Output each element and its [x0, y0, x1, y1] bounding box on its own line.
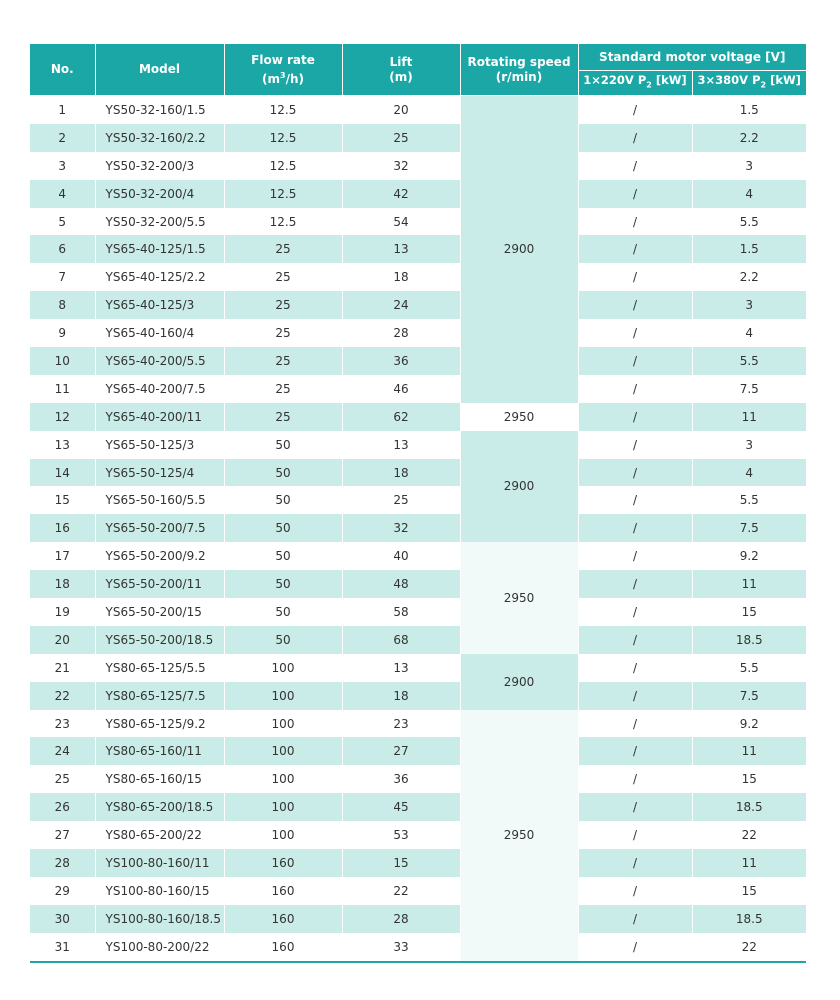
cell-380v-power: 5.5: [692, 208, 806, 236]
cell-lift: 48: [342, 570, 460, 598]
cell-lift: 25: [342, 486, 460, 514]
table-row: [30, 375, 806, 403]
header-flow-rate-label: Flow rate: [251, 52, 315, 67]
cell-flow-rate: 100: [224, 654, 342, 682]
table-row: [30, 514, 806, 542]
header-lift-unit: (m): [389, 69, 413, 84]
cell-flow-rate: 12.5: [224, 180, 342, 208]
cell-no: 7: [30, 263, 95, 291]
table-row: [30, 849, 806, 877]
cell-220v-power: /: [578, 626, 692, 654]
cell-flow-rate: 160: [224, 905, 342, 933]
cell-flow-rate: 100: [224, 793, 342, 821]
cell-model: YS50-32-200/5.5: [95, 208, 224, 236]
cell-380v-power: 4: [692, 459, 806, 487]
cell-rotating-speed: 2900: [460, 96, 578, 403]
table-row: [30, 208, 806, 236]
cell-lift: 13: [342, 235, 460, 263]
cell-flow-rate: 25: [224, 403, 342, 431]
cell-model: YS50-32-200/4: [95, 180, 224, 208]
cell-220v-power: /: [578, 180, 692, 208]
cell-220v-power: /: [578, 263, 692, 291]
cell-model: YS65-40-160/4: [95, 319, 224, 347]
cell-220v-power: /: [578, 403, 692, 431]
cell-no: 29: [30, 877, 95, 905]
cell-lift: 22: [342, 877, 460, 905]
cell-220v-power: /: [578, 849, 692, 877]
cell-220v-power: /: [578, 347, 692, 375]
table-row: [30, 235, 806, 263]
cell-220v-power: /: [578, 598, 692, 626]
cell-lift: 25: [342, 124, 460, 152]
cell-flow-rate: 25: [224, 375, 342, 403]
cell-flow-rate: 100: [224, 821, 342, 849]
cell-flow-rate: 12.5: [224, 152, 342, 180]
cell-220v-power: /: [578, 682, 692, 710]
table-row: [30, 570, 806, 598]
cell-380v-power: 15: [692, 877, 806, 905]
cell-220v-power: /: [578, 821, 692, 849]
cell-rotating-speed: 2950: [460, 710, 578, 962]
cell-model: YS100-80-160/18.5: [95, 905, 224, 933]
cell-model: YS65-50-200/11: [95, 570, 224, 598]
cell-model: YS65-50-125/4: [95, 459, 224, 487]
table-row: [30, 626, 806, 654]
cell-model: YS65-40-125/2.2: [95, 263, 224, 291]
cell-model: YS50-32-160/1.5: [95, 96, 224, 124]
cell-flow-rate: 100: [224, 710, 342, 738]
table-row: [30, 710, 806, 738]
cell-model: YS65-50-200/7.5: [95, 514, 224, 542]
cell-no: 16: [30, 514, 95, 542]
cell-flow-rate: 50: [224, 459, 342, 487]
cell-flow-rate: 50: [224, 431, 342, 459]
cell-model: YS65-40-125/1.5: [95, 235, 224, 263]
table-row: [30, 263, 806, 291]
table-row: [30, 905, 806, 933]
cell-no: 11: [30, 375, 95, 403]
cell-no: 19: [30, 598, 95, 626]
pump-spec-table: [30, 44, 806, 963]
cell-model: YS65-50-125/3: [95, 431, 224, 459]
cell-220v-power: /: [578, 291, 692, 319]
header-model: Model: [95, 44, 224, 96]
cell-380v-power: 11: [692, 403, 806, 431]
table-row: [30, 96, 806, 124]
cell-flow-rate: 50: [224, 542, 342, 570]
cell-220v-power: /: [578, 933, 692, 962]
cell-220v-power: /: [578, 765, 692, 793]
cell-380v-power: 1.5: [692, 235, 806, 263]
cell-no: 24: [30, 737, 95, 765]
table-row: [30, 459, 806, 487]
cell-lift: 33: [342, 933, 460, 962]
cell-lift: 36: [342, 347, 460, 375]
header-rotating-speed: [460, 44, 578, 96]
cell-220v-power: /: [578, 431, 692, 459]
cell-220v-power: /: [578, 514, 692, 542]
cell-220v-power: /: [578, 208, 692, 236]
header-speed-label: Rotating speed: [467, 54, 571, 69]
cell-380v-power: 4: [692, 180, 806, 208]
header-lift: [342, 44, 460, 96]
cell-model: YS65-50-200/15: [95, 598, 224, 626]
cell-380v-power: 7.5: [692, 514, 806, 542]
header-lift-label: Lift: [389, 54, 413, 69]
cell-no: 4: [30, 180, 95, 208]
cell-220v-power: /: [578, 235, 692, 263]
cell-no: 5: [30, 208, 95, 236]
cell-no: 13: [30, 431, 95, 459]
cell-model: YS65-40-200/7.5: [95, 375, 224, 403]
cell-220v-power: /: [578, 905, 692, 933]
cell-no: 9: [30, 319, 95, 347]
cell-model: YS65-50-200/9.2: [95, 542, 224, 570]
cell-flow-rate: 12.5: [224, 124, 342, 152]
cell-flow-rate: 12.5: [224, 208, 342, 236]
cell-lift: 68: [342, 626, 460, 654]
table-row: [30, 486, 806, 514]
cell-380v-power: 5.5: [692, 486, 806, 514]
header-flow-unit: $(m^3/h)$: [262, 70, 304, 86]
cell-lift: 28: [342, 905, 460, 933]
cell-flow-rate: 25: [224, 347, 342, 375]
cell-model: YS80-65-200/18.5: [95, 793, 224, 821]
cell-220v-power: /: [578, 877, 692, 905]
cell-model: YS65-40-200/11: [95, 403, 224, 431]
cell-lift: 15: [342, 849, 460, 877]
cell-no: 17: [30, 542, 95, 570]
cell-flow-rate: 50: [224, 486, 342, 514]
cell-380v-power: 15: [692, 765, 806, 793]
cell-rotating-speed: 2950: [460, 542, 578, 654]
cell-rotating-speed: 2900: [460, 431, 578, 543]
table-row: [30, 598, 806, 626]
cell-lift: 32: [342, 514, 460, 542]
cell-flow-rate: 50: [224, 626, 342, 654]
cell-flow-rate: 160: [224, 933, 342, 962]
cell-380v-power: 18.5: [692, 793, 806, 821]
cell-380v-power: 9.2: [692, 542, 806, 570]
cell-380v-power: 15: [692, 598, 806, 626]
cell-lift: 28: [342, 319, 460, 347]
cell-rotating-speed: 2900: [460, 654, 578, 710]
cell-lift: 58: [342, 598, 460, 626]
cell-no: 23: [30, 710, 95, 738]
cell-220v-power: /: [578, 96, 692, 124]
cell-no: 27: [30, 821, 95, 849]
header-speed-unit: (r/min): [495, 69, 543, 84]
cell-380v-power: 9.2: [692, 710, 806, 738]
header-220v-power: 1×220V $P_2$ [kW]: [578, 71, 692, 96]
cell-flow-rate: 160: [224, 849, 342, 877]
cell-flow-rate: 160: [224, 877, 342, 905]
cell-model: YS80-65-125/5.5: [95, 654, 224, 682]
cell-380v-power: 11: [692, 737, 806, 765]
cell-lift: 40: [342, 542, 460, 570]
cell-no: 28: [30, 849, 95, 877]
cell-lift: 32: [342, 152, 460, 180]
cell-model: YS80-65-200/22: [95, 821, 224, 849]
cell-no: 20: [30, 626, 95, 654]
cell-380v-power: 11: [692, 849, 806, 877]
cell-lift: 23: [342, 710, 460, 738]
cell-no: 8: [30, 291, 95, 319]
header-380v-power: 3×380V $P_2$ [kW]: [692, 71, 806, 96]
cell-380v-power: 22: [692, 933, 806, 962]
table-row: [30, 124, 806, 152]
header-voltage-group: Standard motor voltage [V]: [578, 44, 806, 71]
cell-model: YS65-50-160/5.5: [95, 486, 224, 514]
cell-lift: 18: [342, 263, 460, 291]
cell-lift: 24: [342, 291, 460, 319]
cell-flow-rate: 25: [224, 291, 342, 319]
cell-lift: 27: [342, 737, 460, 765]
cell-model: YS80-65-160/15: [95, 765, 224, 793]
cell-380v-power: 11: [692, 570, 806, 598]
cell-flow-rate: 12.5: [224, 96, 342, 124]
cell-model: YS65-40-200/5.5: [95, 347, 224, 375]
cell-380v-power: 3: [692, 291, 806, 319]
cell-rotating-speed: 2950: [460, 403, 578, 431]
cell-220v-power: /: [578, 710, 692, 738]
cell-lift: 36: [342, 765, 460, 793]
table-row: [30, 654, 806, 682]
cell-220v-power: /: [578, 737, 692, 765]
table-row: [30, 765, 806, 793]
cell-model: YS100-80-160/11: [95, 849, 224, 877]
cell-no: 3: [30, 152, 95, 180]
table-row: [30, 793, 806, 821]
table-row: [30, 737, 806, 765]
cell-220v-power: /: [578, 486, 692, 514]
header-no: No.: [30, 44, 95, 96]
cell-lift: 62: [342, 403, 460, 431]
cell-380v-power: 7.5: [692, 682, 806, 710]
cell-lift: 45: [342, 793, 460, 821]
cell-model: YS100-80-200/22: [95, 933, 224, 962]
cell-380v-power: 2.2: [692, 263, 806, 291]
cell-flow-rate: 50: [224, 570, 342, 598]
cell-no: 12: [30, 403, 95, 431]
cell-no: 22: [30, 682, 95, 710]
cell-220v-power: /: [578, 542, 692, 570]
cell-lift: 18: [342, 682, 460, 710]
cell-lift: 42: [342, 180, 460, 208]
table-row: [30, 877, 806, 905]
cell-flow-rate: 100: [224, 765, 342, 793]
cell-lift: 18: [342, 459, 460, 487]
cell-no: 14: [30, 459, 95, 487]
cell-no: 1: [30, 96, 95, 124]
table-row: [30, 180, 806, 208]
cell-model: YS50-32-200/3: [95, 152, 224, 180]
cell-no: 21: [30, 654, 95, 682]
cell-lift: 13: [342, 431, 460, 459]
cell-220v-power: /: [578, 793, 692, 821]
cell-220v-power: /: [578, 319, 692, 347]
table-row: [30, 682, 806, 710]
cell-model: YS65-40-125/3: [95, 291, 224, 319]
cell-no: 2: [30, 124, 95, 152]
table-row: [30, 821, 806, 849]
cell-380v-power: 4: [692, 319, 806, 347]
cell-380v-power: 1.5: [692, 96, 806, 124]
cell-380v-power: 18.5: [692, 626, 806, 654]
cell-380v-power: 3: [692, 152, 806, 180]
cell-no: 6: [30, 235, 95, 263]
cell-flow-rate: 25: [224, 319, 342, 347]
cell-220v-power: /: [578, 654, 692, 682]
cell-380v-power: 5.5: [692, 654, 806, 682]
cell-lift: 54: [342, 208, 460, 236]
cell-no: 18: [30, 570, 95, 598]
header-flow-rate: [224, 44, 342, 96]
cell-model: YS80-65-125/7.5: [95, 682, 224, 710]
cell-220v-power: /: [578, 124, 692, 152]
cell-flow-rate: 50: [224, 514, 342, 542]
cell-model: YS65-50-200/18.5: [95, 626, 224, 654]
cell-380v-power: 3: [692, 431, 806, 459]
cell-no: 30: [30, 905, 95, 933]
cell-model: YS80-65-125/9.2: [95, 710, 224, 738]
table-row: [30, 291, 806, 319]
cell-380v-power: 22: [692, 821, 806, 849]
cell-flow-rate: 100: [224, 737, 342, 765]
table-row: [30, 403, 806, 431]
cell-no: 25: [30, 765, 95, 793]
cell-220v-power: /: [578, 152, 692, 180]
cell-model: YS100-80-160/15: [95, 877, 224, 905]
cell-lift: 20: [342, 96, 460, 124]
table-row: [30, 347, 806, 375]
cell-model: YS50-32-160/2.2: [95, 124, 224, 152]
table-row: [30, 319, 806, 347]
cell-220v-power: /: [578, 459, 692, 487]
cell-flow-rate: 25: [224, 235, 342, 263]
cell-model: YS80-65-160/11: [95, 737, 224, 765]
cell-no: 26: [30, 793, 95, 821]
cell-flow-rate: 100: [224, 682, 342, 710]
cell-flow-rate: 50: [224, 598, 342, 626]
cell-no: 31: [30, 933, 95, 962]
cell-lift: 53: [342, 821, 460, 849]
cell-380v-power: 7.5: [692, 375, 806, 403]
table-row: [30, 542, 806, 570]
cell-380v-power: 2.2: [692, 124, 806, 152]
cell-220v-power: /: [578, 375, 692, 403]
table-row: [30, 933, 806, 962]
table-body: [30, 96, 806, 962]
table-row: [30, 152, 806, 180]
cell-flow-rate: 25: [224, 263, 342, 291]
cell-lift: 46: [342, 375, 460, 403]
cell-380v-power: 18.5: [692, 905, 806, 933]
table-row: [30, 431, 806, 459]
table-header: [30, 44, 806, 96]
cell-no: 10: [30, 347, 95, 375]
cell-220v-power: /: [578, 570, 692, 598]
cell-lift: 13: [342, 654, 460, 682]
cell-no: 15: [30, 486, 95, 514]
cell-380v-power: 5.5: [692, 347, 806, 375]
